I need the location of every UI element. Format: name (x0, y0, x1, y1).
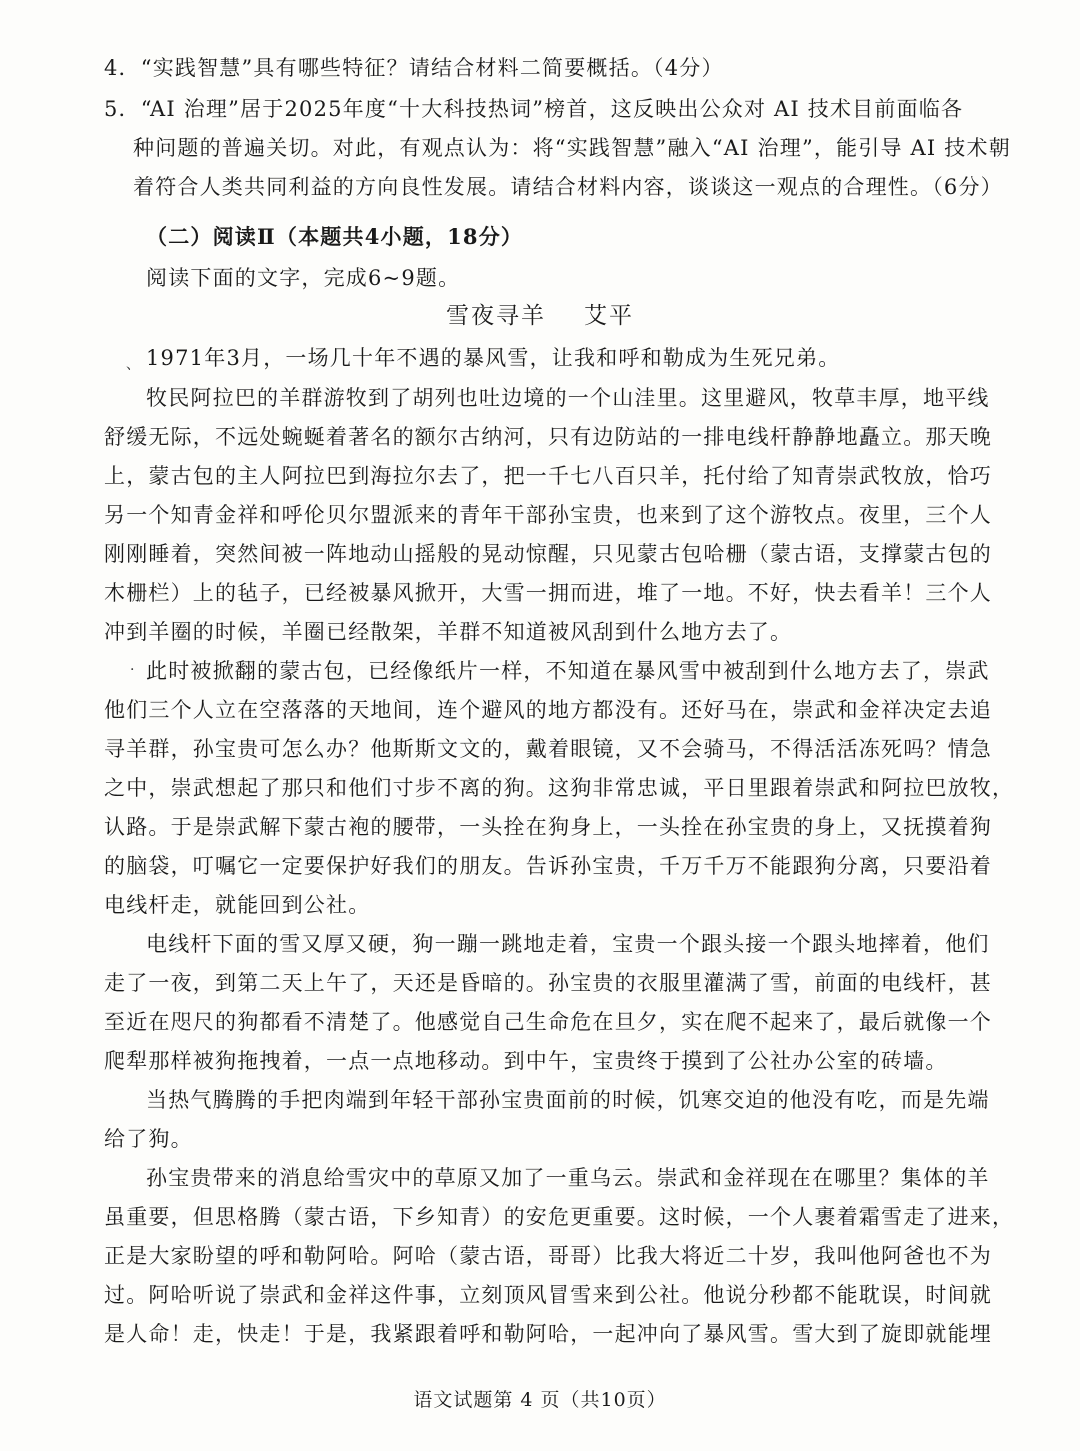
question-5-line-2: 种问题的普遍关切。对此，有观点认为：将“实践智慧”融入“AI 治理”，能引导 AI 技术朝 (133, 136, 1011, 160)
question-5-line-3: 着符合人类共同利益的方向良性发展。请结合材料内容，谈谈这一观点的合理性。（6分） (133, 175, 1003, 199)
paragraph-2-line-4: 另一个知青金祥和呼伦贝尔盟派来的青年干部孙宝贵，也来到了这个游牧点。夜里，三个人 (104, 503, 992, 527)
paragraph-3-line-5: 认路。于是崇武解下蒙古袍的腰带，一头拴在狗身上，一头拴在孙宝贵的身上，又抚摸着狗 (104, 815, 992, 839)
paragraph-4-line-1: 电线杆下面的雪又厚又硬，狗一蹦一跳地走着，宝贵一个跟头接一个跟头地摔着，他们 (146, 932, 990, 956)
paragraph-2-line-2: 舒缓无际，不远处蜿蜒着著名的额尔古纳河，只有边防站的一排电线杆静静地矗立。那天晚 (104, 425, 992, 449)
paragraph-5-line-1: 当热气腾腾的手把肉端到年轻干部孙宝贵面前的时候，饥寒交迫的他没有吃，而是先端 (146, 1088, 990, 1112)
paragraph-2-line-5: 刚刚睡着，突然间被一阵地动山摇般的晃动惊醒，只见蒙古包哈栅（蒙古语，支撑蒙古包的 (104, 542, 992, 566)
section-heading: （二）阅读Ⅱ（本题共4小题，18分） (146, 224, 524, 249)
paragraph-6-line-1: 孙宝贵带来的消息给雪灾中的草原又加了一重乌云。崇武和金祥现在在哪里？集体的羊 (146, 1166, 990, 1190)
paragraph-6-line-5: 是人命！走，快走！于是，我紧跟着呼和勒阿哈，一起冲向了暴风雪。雪大到了旋即就能埋 (104, 1322, 992, 1346)
stray-mark: 、 (126, 357, 140, 373)
section-instruction: 阅读下面的文字，完成6~9题。 (146, 266, 461, 290)
paragraph-3-line-1: 此时被掀翻的蒙古包，已经像纸片一样，不知道在暴风雪中被刮到什么地方去了，崇武 (146, 659, 990, 683)
paragraph-3-line-6: 的脑袋，叮嘱它一定要保护好我们的朋友。告诉孙宝贵，千万千万不能跟狗分离，只要沿着 (104, 854, 992, 878)
paragraph-6-line-2: 虽重要，但思格腾（蒙古语，下乡知青）的安危更重要。这时候，一个人裹着霜雪走了进来， (104, 1205, 1015, 1229)
paragraph-1-line-1: 1971年3月，一场几十年不遇的暴风雪，让我和呼和勒成为生死兄弟。 (146, 346, 841, 370)
paragraph-4-line-4: 爬犁那样被狗拖拽着，一点一点地移动。到中午，宝贵终于摸到了公社办公室的砖墙。 (104, 1049, 948, 1073)
paragraph-4-line-3: 至近在咫尺的狗都看不清楚了。他感觉自己生命危在旦夕，实在爬不起来了，最后就像一个 (104, 1010, 992, 1034)
article-title-block (0, 301, 1080, 331)
stray-dot: · (130, 662, 135, 678)
paragraph-3-line-4: 之中，崇武想起了那只和他们寸步不离的狗。这狗非常忠诚，平日里跟着崇武和阿拉巴放牧， (104, 776, 1015, 800)
paragraph-2-line-1: 牧民阿拉巴的羊群游牧到了胡列也吐边境的一个山洼里。这里避风，牧草丰厚，地平线 (146, 386, 990, 410)
paragraph-2-line-7: 冲到羊圈的时候，羊圈已经散架，羊群不知道被风刮到什么地方去了。 (104, 620, 793, 644)
question-5-line-1: 5．“AI 治理”居于2025年度“十大科技热词”榜首，这反映出公众对 AI 技术目前面临各 (104, 97, 964, 121)
paragraph-3-line-7: 电线杆走，就能回到公社。 (104, 893, 371, 917)
paragraph-2-line-6: 木栅栏）上的毡子，已经被暴风掀开，大雪一拥而进，堆了一地。不好，快去看羊！三个人 (104, 581, 992, 605)
paragraph-3-line-3: 寻羊群，孙宝贵可怎么办？他斯斯文文的，戴着眼镜，又不会骑马，不得活活冻死吗？情急 (104, 737, 992, 761)
paragraph-3-line-2: 他们三个人立在空落落的天地间，连个避风的地方都没有。还好马在，崇武和金祥决定去追 (104, 698, 992, 722)
paragraph-6-line-4: 过。阿哈听说了崇武和金祥这件事，立刻顶风冒雪来到公社。他说分秒都不能耽误，时间就 (104, 1283, 992, 1307)
paragraph-4-line-2: 走了一夜，到第二天上午了，天还是昏暗的。孙宝贵的衣服里灌满了雪，前面的电线杆，甚 (104, 971, 992, 995)
article-author: 艾平 (584, 303, 634, 329)
page-footer: 语文试题第 4 页（共10页） (413, 1389, 667, 1411)
paragraph-2-line-3: 上，蒙古包的主人阿拉巴到海拉尔去了，把一千七八百只羊，托付给了知青崇武牧放，恰巧 (104, 464, 992, 488)
paragraph-6-line-3: 正是大家盼望的呼和勒阿哈。阿哈（蒙古语，哥哥）比我大将近二十岁，我叫他阿爸也不为 (104, 1244, 992, 1268)
article-title: 雪夜寻羊 (446, 303, 546, 329)
paragraph-5-line-2: 给了狗。 (104, 1127, 193, 1151)
question-4: 4．“实践智慧”具有哪些特征？请结合材料二简要概括。（4分） (104, 56, 724, 80)
